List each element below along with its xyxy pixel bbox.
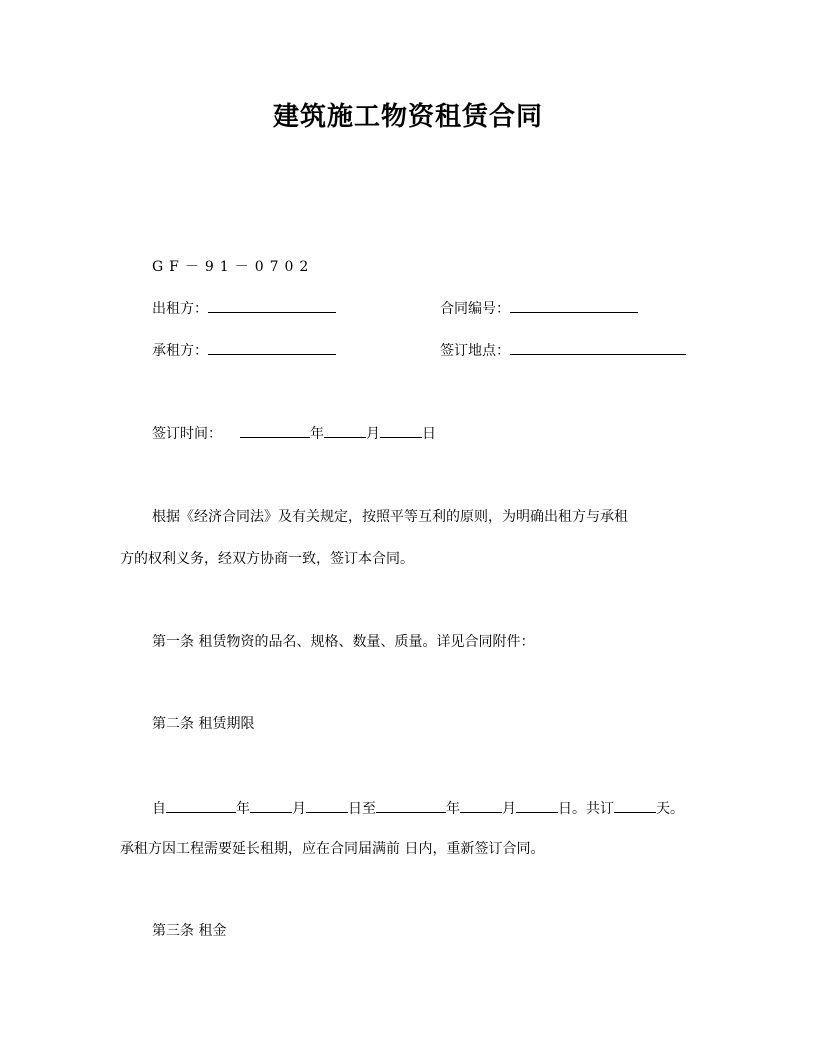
period-row: [152, 797, 684, 820]
lessee-row: [152, 339, 336, 362]
document-title: 建筑施工物资租赁合同: [272, 102, 543, 132]
end-year-label: 年: [446, 801, 460, 817]
article-3-heading: 第三条 租金: [152, 923, 227, 939]
sign-year-blank[interactable]: [240, 422, 310, 438]
sign-month-blank[interactable]: [324, 422, 366, 438]
lessee-blank[interactable]: [208, 339, 336, 355]
end-day-blank[interactable]: [516, 797, 558, 813]
start-month-blank[interactable]: [250, 797, 292, 813]
sign-month-label: 月: [366, 426, 380, 442]
sign-day-blank[interactable]: [380, 422, 422, 438]
sign-place-label: 签订地点：: [440, 343, 510, 359]
sign-place-blank[interactable]: [510, 339, 686, 355]
article-1: 第一条 租赁物资的品名、规格、数量、质量。详见合同附件：: [152, 634, 535, 650]
sign-day-label: 日: [422, 426, 436, 442]
start-year-blank[interactable]: [166, 797, 236, 813]
start-day-to-label: 日至: [348, 801, 376, 817]
start-year-label: 年: [236, 801, 250, 817]
sign-place-row: [440, 339, 686, 362]
start-day-blank[interactable]: [306, 797, 348, 813]
sign-time-row: [152, 422, 436, 445]
end-month-blank[interactable]: [460, 797, 502, 813]
lessor-label: 出租方：: [152, 301, 208, 317]
contract-no-row: [440, 297, 638, 320]
preamble-line-1: 根据《经济合同法》及有关规定，按照平等互利的原则，为明确出租方与承租: [152, 509, 628, 525]
lessee-label: 承租方：: [152, 343, 208, 359]
sign-year-label: 年: [310, 426, 324, 442]
form-code: GF－91－0702: [152, 259, 315, 275]
lessor-blank[interactable]: [208, 297, 336, 313]
days-label: 天。: [656, 801, 684, 817]
contract-no-label: 合同编号：: [440, 301, 510, 317]
lessor-row: [152, 297, 336, 320]
period-from-label: 自: [152, 801, 166, 817]
sign-time-label: 签订时间：: [152, 426, 222, 442]
end-day-total-label: 日。共订: [558, 801, 614, 817]
start-month-label: 月: [292, 801, 306, 817]
extension-clause: 承租方因工程需要延长租期，应在合同届满前 日内，重新签订合同。: [120, 841, 545, 857]
preamble-line-2: 方的权利义务，经双方协商一致，签订本合同。: [120, 551, 414, 567]
total-days-blank[interactable]: [614, 797, 656, 813]
article-2-heading: 第二条 租赁期限: [152, 716, 255, 732]
end-year-blank[interactable]: [376, 797, 446, 813]
end-month-label: 月: [502, 801, 516, 817]
contract-no-blank[interactable]: [510, 297, 638, 313]
